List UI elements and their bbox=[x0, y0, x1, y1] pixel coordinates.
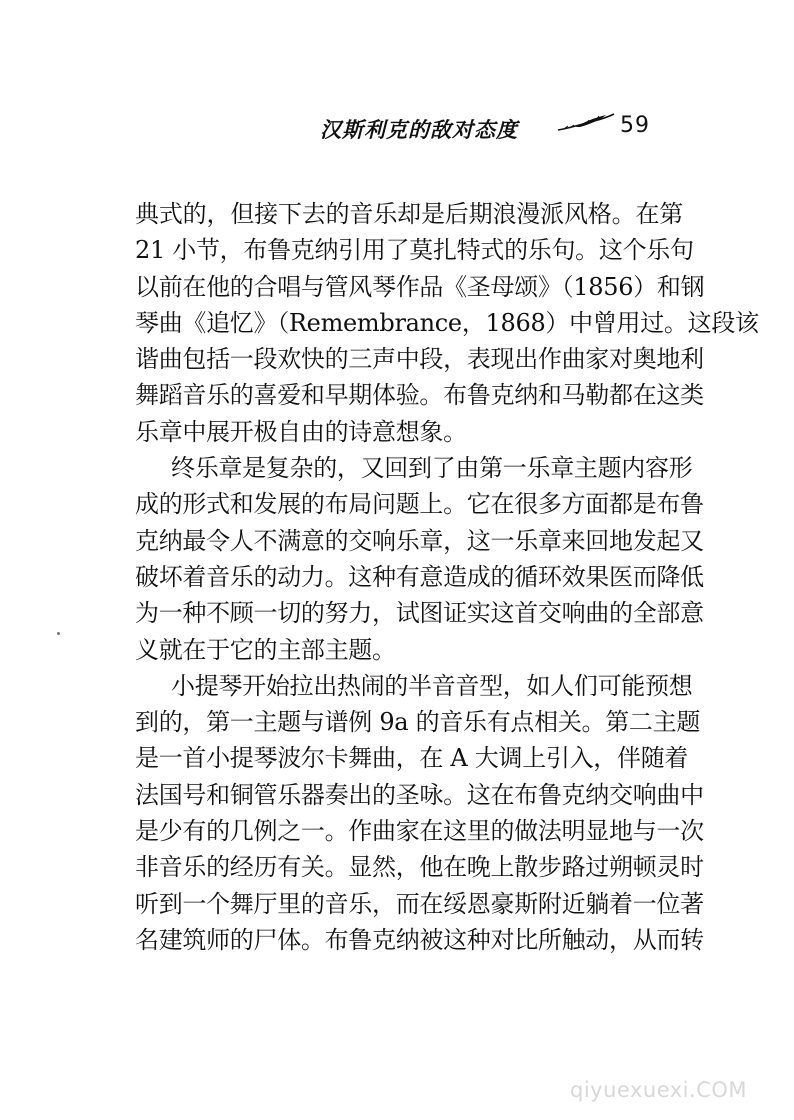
page-number: 59 bbox=[620, 113, 650, 138]
text-line: 21 小节，布鲁克纳引用了莫扎特式的乐句。这个乐句 bbox=[135, 236, 694, 265]
text-line: 成的形式和发展的布局问题上。它在很多方面都是布鲁 bbox=[135, 490, 704, 519]
text-line: 琴曲《追忆》（Remembrance，1868）中曾用过。这段该 bbox=[135, 308, 759, 337]
text-line: 是少有的几例之一。作曲家在这里的做法明显地与一次 bbox=[135, 817, 704, 846]
paragraph-1 bbox=[135, 196, 759, 450]
text-line: 谐曲包括一段欢快的三声中段，表现出作曲家对奥地利 bbox=[135, 345, 704, 374]
text-line: 以前在他的合唱与管风琴作品《圣母颂》（1856）和钢 bbox=[135, 272, 705, 301]
text-line: 为一种不顾一切的努力，试图证实这首交响曲的全部意 bbox=[135, 599, 704, 628]
text-line: 义就在于它的主部主题。 bbox=[135, 635, 396, 664]
running-header bbox=[320, 110, 700, 144]
text-line: 破坏着音乐的动力。这种有意造成的循环效果医而降低 bbox=[135, 562, 704, 591]
text-line: 舞蹈音乐的喜爱和早期体验。布鲁克纳和马勒都在这类 bbox=[135, 381, 704, 410]
text-line: 小提琴开始拉出热闹的半音音型，如人们可能预想 bbox=[171, 671, 693, 700]
text-line: 听到一个舞厅里的音乐，而在绥恩豪斯附近躺着一位著 bbox=[135, 889, 704, 918]
running-header-title: 汉斯利克的敌对态度 bbox=[320, 117, 518, 142]
text-line: 法国号和铜管乐器奏出的圣咏。这在布鲁克纳交响曲中 bbox=[135, 780, 704, 809]
text-line: 非音乐的经历有关。显然，他在晚上散步路过朔顿灵时 bbox=[135, 853, 704, 882]
paragraph-3 bbox=[135, 668, 704, 958]
text-line: 乐章中展开极自由的诗意想象。 bbox=[135, 417, 467, 446]
text-line: 名建筑师的尸体。布鲁克纳被这种对比所触动，从而转 bbox=[135, 925, 704, 954]
margin-mark bbox=[57, 632, 60, 635]
text-line: 终乐章是复杂的，又回到了由第一乐章主题内容形 bbox=[171, 454, 693, 483]
text-line: 是一首小提琴波尔卡舞曲，在 A 大调上引入，伴随着 bbox=[135, 744, 689, 773]
text-line: 克纳最令人不满意的交响乐章，这一乐章来回地发起又 bbox=[135, 526, 704, 555]
text-line: 到的，第一主题与谱例 9a 的音乐有点相关。第二主题 bbox=[135, 708, 701, 737]
site-watermark: qiyuexuexi.COM bbox=[570, 1078, 747, 1102]
quill-ornament-icon bbox=[556, 112, 616, 134]
body-text bbox=[135, 196, 759, 958]
text-line: 典式的，但接下去的音乐却是后期浪漫派风格。在第 bbox=[135, 200, 683, 228]
paragraph-2 bbox=[135, 450, 704, 668]
